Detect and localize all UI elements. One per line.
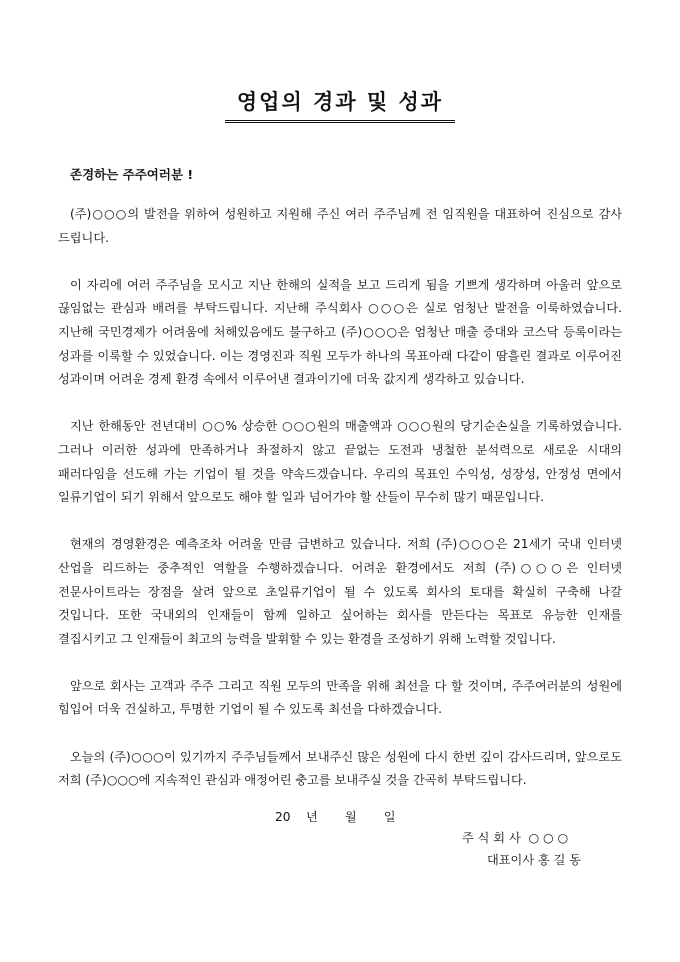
greeting: 존경하는 주주여러분 !	[70, 167, 194, 182]
ceo-signature: 대표이사 홍 길 동	[487, 853, 582, 867]
paragraph-4: 현재의 경영환경은 예측조차 어려울 만큼 급변하고 있습니다. 저희 (주)○○○은 21세기 국내 인터넷 산업을 리드하는 중추적인 역할을 수행하겠습니다. 어려운 환경에서도 저희 (주)○○○은 인터넷 전문사이트라는 장점을 살려 앞으로 초일류기업이 될 수 있도록 회사의 토대를 확실히 구축해 나갈 것입니다. 또한 국내외의 인재들이 함께 일하고 싶어하는 회사를 만든다는 목표로 유능한 인재를 결집시키고 그 인재들이 최고의 능력을 발휘할 수 있는 환경을 조성하기 위해 노력할 것입니다.	[58, 537, 622, 646]
paragraph-3: 지난 한해동안 전년대비 ○○% 상승한 ○○○원의 매출액과 ○○○원의 당기순손실을 기록하였습니다. 그러나 이러한 성과에 만족하거나 좌절하지 않고 끝없는 도전과 냉철한 분석력으로 새로운 시대의 패러다임을 선도해 가는 기업이 될 것을 약속드겠습니다. 우리의 목표인 수익성, 성장성, 안정성 면에서 일류기업이 되기 위해서 앞으로도 해야 할 일과 넘어가야 할 산들이 무수히 많기 때문입니다.	[58, 419, 622, 505]
paragraph-2: 이 자리에 여러 주주님을 모시고 지난 한해의 실적을 보고 드리게 됨을 기쁘게 생각하며 아울러 앞으로 끊임없는 관심과 배려를 부탁드립니다. 지난해 주식회사 ○○○은 실로 엄청난 발전을 이룩하였습니다. 지난해 국민경제가 어려움에 처해있음에도 불구하고 (주)○○○은 엄청난 매출 증대와 코스닥 등록이라는 성과를 이룩할 수 있었습니다. 이는 경영진과 직원 모두가 하나의 목표아래 다같이 땀흘린 결과로 이루어진 성과이며 어려운 경제 환경 속에서 이루어낸 결과이기에 더욱 값지게 생각하고 있습니다.	[58, 277, 622, 387]
date-line: 20 년 월 일	[275, 810, 396, 824]
paragraph-5: 앞으로 회사는 고객과 주주 그리고 직원 모두의 만족을 위해 최선을 다 할 것이며, 주주여러분의 성원에 힘입어 더욱 건실하고, 투명한 기업이 될 수 있도록 최선을 다하겠습니다.	[58, 678, 622, 717]
letter-body	[58, 203, 622, 816]
paragraph-6: 오늘의 (주)○○○이 있기까지 주주님들께서 보내주신 많은 성원에 다시 한번 깊이 감사드리며, 앞으로도 저희 (주)○○○에 지속적인 관심과 애정어린 충고를 보내주실 것을 간곡히 부탁드립니다.	[58, 749, 622, 788]
company-name: 주 식 회 사 ○ ○ ○	[462, 831, 569, 845]
document-title: 영업의 경과 및 성과	[225, 86, 455, 123]
paragraph-1: (주)○○○의 발전을 위하여 성원하고 지원해 주신 여러 주주님께 전 임직원을 대표하여 진심으로 감사 드립니다.	[58, 207, 622, 245]
title-container	[0, 86, 680, 123]
